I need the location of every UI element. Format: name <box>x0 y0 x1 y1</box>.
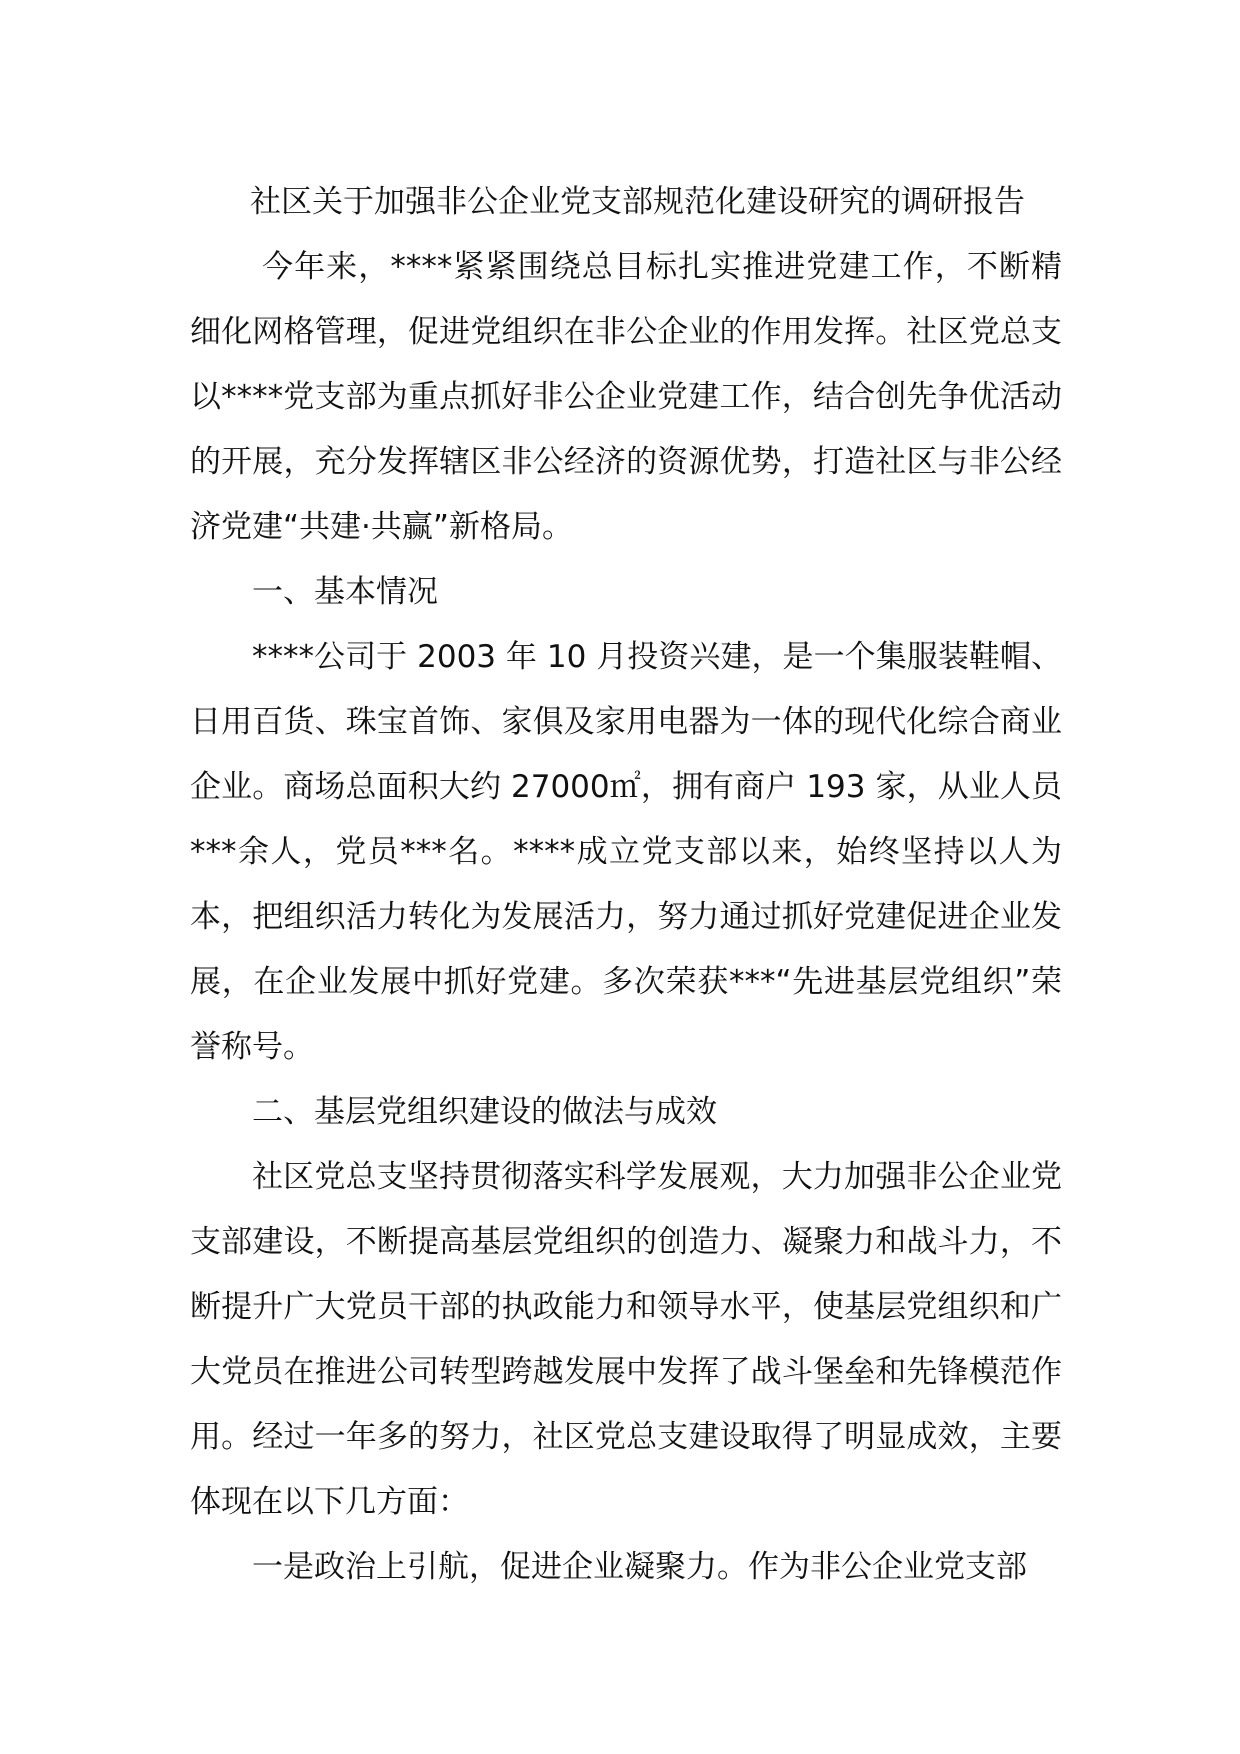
document-page <box>190 170 1062 1600</box>
section-basic-situation-paragraph: ****公司于 2003 年 10 月投资兴建，是一个集服装鞋帽、日用百货、珠宝首饰、家俱及家用电器为一体的现代化综合商业企业。商场总面积大约 27000㎡，拥有商户 193 家，从业人员***余人，党员***名。****成立党支部以来，始终坚持以人为本，把组织活力转化为发展活力，努力通过抓好党建促进企业发展，在企业发展中抓好党建。多次荣获***“先进基层党组织”荣誉称号。 <box>190 639 1062 1065</box>
document-title: 社区关于加强非公企业党支部规范化建设研究的调研报告 <box>250 184 1025 220</box>
section-practices-results-paragraph: 社区党总支坚持贯彻落实科学发展观，大力加强非公企业党支部建设，不断提高基层党组织的创造力、凝聚力和战斗力，不断提升广大党员干部的执政能力和领导水平，使基层党组织和广大党员在推进公司转型跨越发展中发挥了战斗堡垒和先锋模范作用。经过一年多的努力，社区党总支建设取得了明显成效，主要体现在以下几方面： <box>190 1159 1062 1520</box>
point-one-paragraph: 一是政治上引航，促进企业凝聚力。作为非公企业党支部 <box>252 1549 1027 1585</box>
section-heading-basic-situation: 一、基本情况 <box>252 574 438 610</box>
intro-paragraph: 今年来，****紧紧围绕总目标扎实推进党建工作，不断精细化网格管理，促进党组织在非公企业的作用发挥。社区党总支以****党支部为重点抓好非公企业党建工作，结合创先争优活动的开展，充分发挥辖区非公经济的资源优势，打造社区与非公经济党建“共建·共赢”新格局。 <box>190 249 1062 545</box>
section-heading-practices-results: 二、基层党组织建设的做法与成效 <box>252 1094 717 1130</box>
